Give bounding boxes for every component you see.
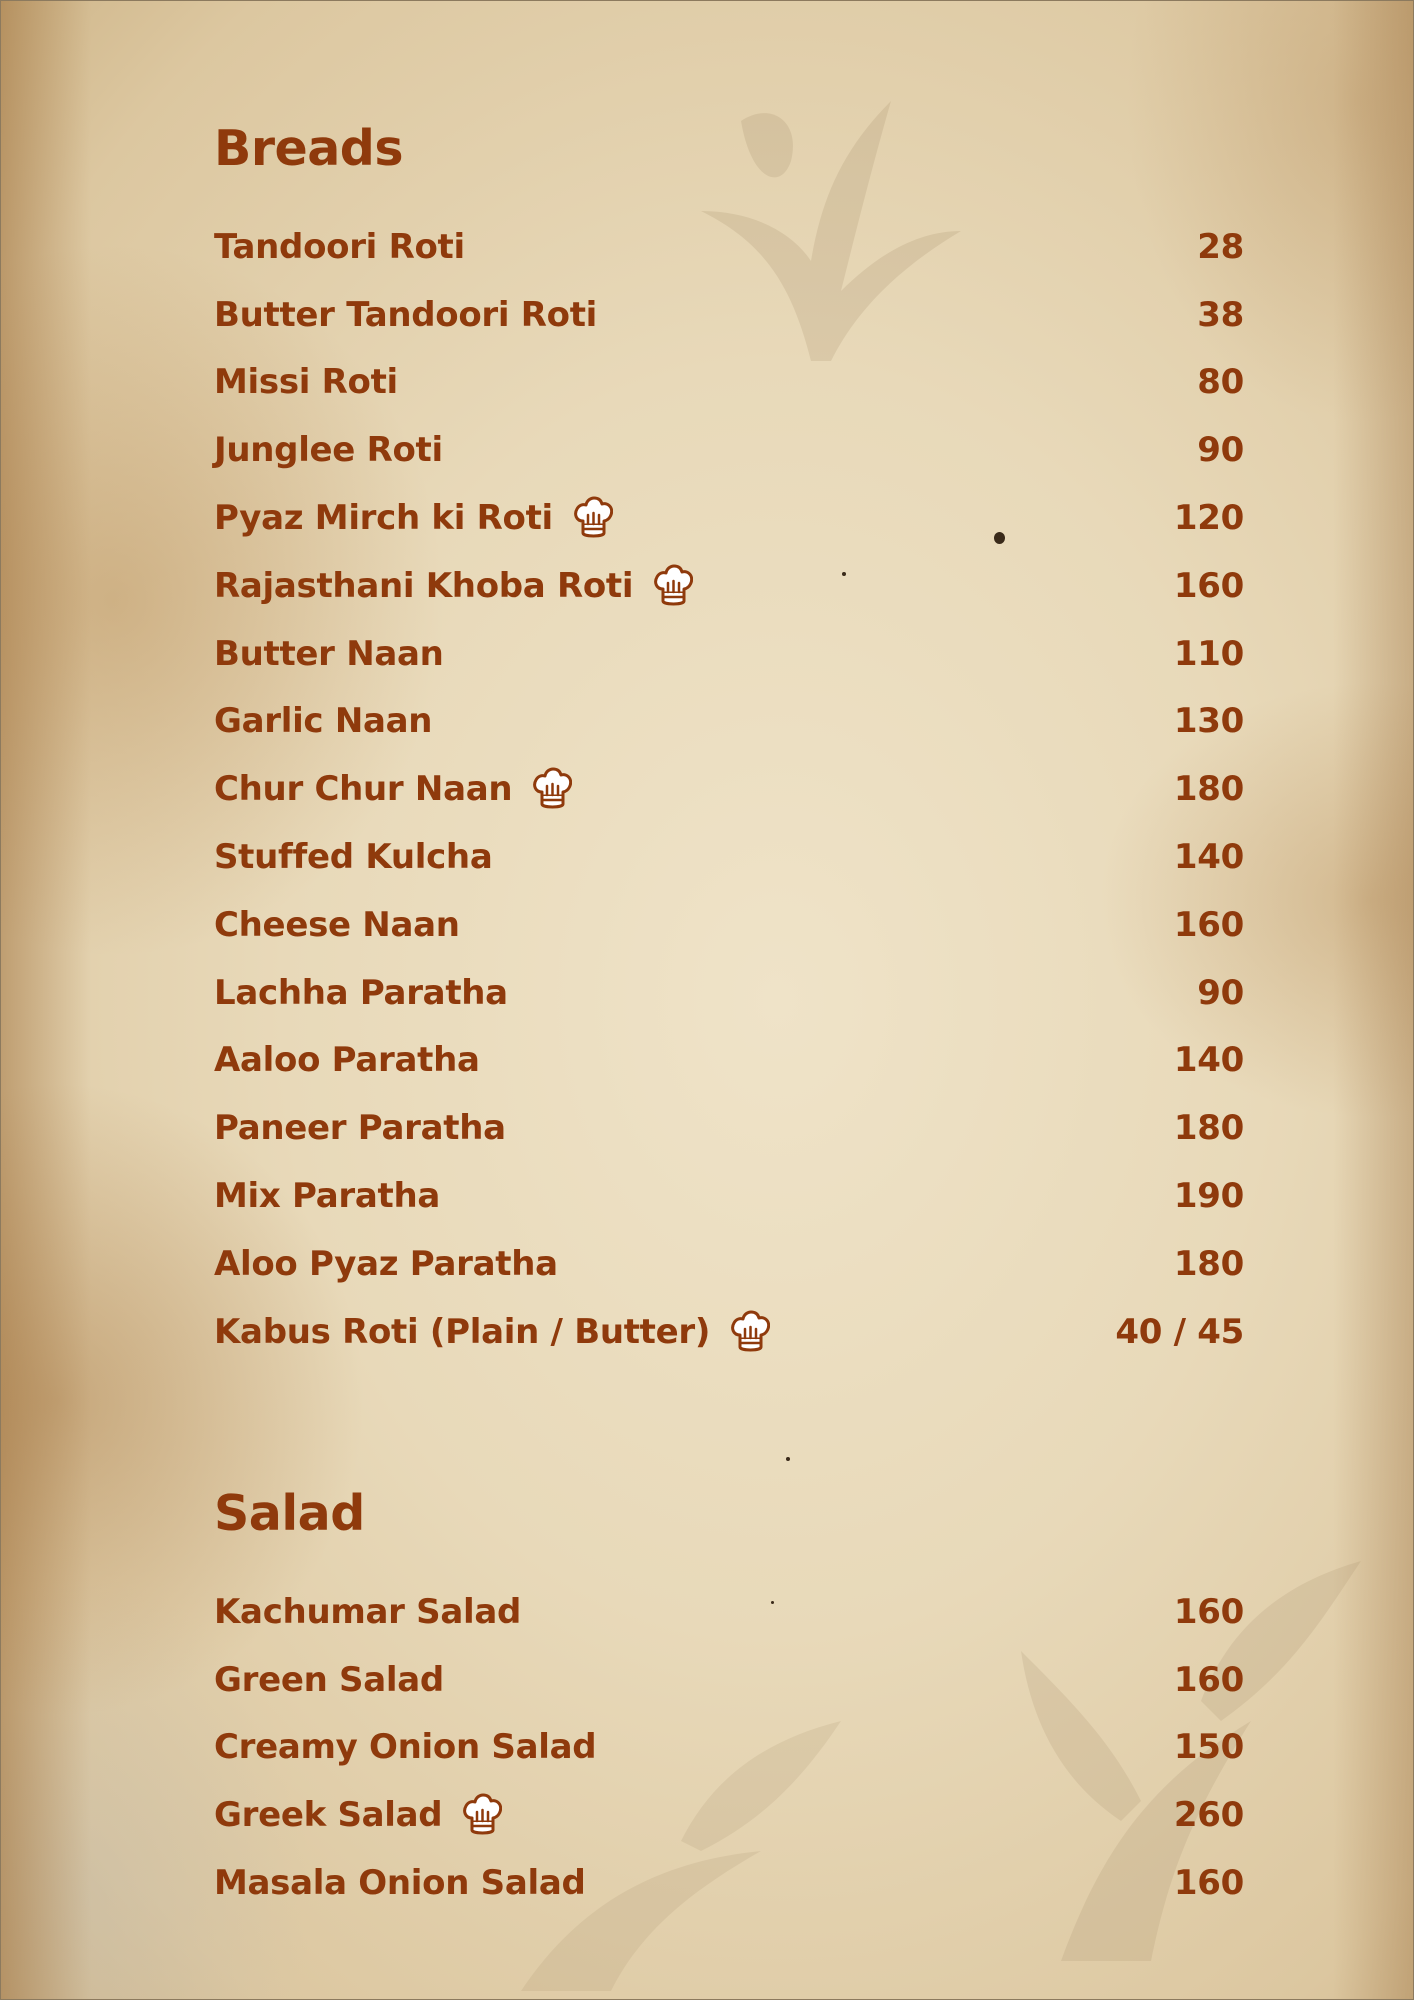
item-price: 140 (1173, 1040, 1244, 1081)
menu-item-left (214, 1592, 521, 1632)
section-breads (214, 114, 1244, 1366)
item-price: 260 (1173, 1795, 1244, 1836)
menu-item (214, 1646, 1244, 1714)
item-name: Aaloo Paratha (214, 1040, 480, 1081)
item-name: Masala Onion Salad (214, 1863, 586, 1904)
item-price: 160 (1173, 1591, 1244, 1632)
menu-item-left (214, 227, 465, 267)
menu-item-left (214, 1309, 770, 1355)
item-price: 38 (1197, 294, 1244, 335)
item-price: 120 (1173, 498, 1244, 539)
item-name: Greek Salad (214, 1795, 443, 1836)
menu-item (214, 688, 1244, 756)
item-price: 150 (1173, 1727, 1244, 1768)
item-name: Creamy Onion Salad (214, 1727, 597, 1768)
section-title: Breads (214, 120, 404, 177)
menu-item (214, 620, 1244, 688)
menu-item (214, 1714, 1244, 1782)
chef-hat-icon (532, 766, 572, 812)
item-name: Chur Chur Naan (214, 769, 513, 810)
menu-item-left (214, 1660, 444, 1700)
menu-item (214, 1162, 1244, 1230)
item-name: Aloo Pyaz Paratha (214, 1243, 558, 1284)
menu-item (214, 1298, 1244, 1366)
menu-item-left (214, 1792, 502, 1838)
item-name: Green Salad (214, 1659, 444, 1700)
menu-item (214, 1578, 1244, 1646)
menu-item (214, 484, 1244, 552)
paper-speck (786, 1457, 790, 1461)
item-name: Tandoori Roti (214, 226, 465, 267)
item-name: Kachumar Salad (214, 1591, 521, 1632)
menu-item-left (214, 701, 432, 741)
item-name: Paneer Paratha (214, 1108, 506, 1149)
menu-item-left (214, 495, 613, 541)
menu-item-left (214, 634, 444, 674)
menu-item-left (214, 1176, 440, 1216)
item-price: 40 / 45 (1115, 1311, 1244, 1352)
item-name: Garlic Naan (214, 701, 433, 742)
menu-item-left (214, 837, 492, 877)
menu-item (214, 823, 1244, 891)
paper-stain-left (1, 1, 91, 1999)
menu-item (214, 1027, 1244, 1095)
chef-hat-icon (573, 495, 613, 541)
item-price: 90 (1197, 972, 1244, 1013)
item-price: 110 (1173, 633, 1244, 674)
menu-item-left (214, 430, 443, 470)
menu-item-left (214, 766, 572, 812)
item-price: 28 (1197, 226, 1244, 267)
item-price: 160 (1173, 1659, 1244, 1700)
item-price: 190 (1173, 1176, 1244, 1217)
item-price: 130 (1173, 701, 1244, 742)
menu-item (214, 1849, 1244, 1917)
menu-item-left (214, 362, 398, 402)
menu-item (214, 552, 1244, 620)
item-price: 160 (1173, 904, 1244, 945)
item-price: 160 (1173, 565, 1244, 606)
item-price: 180 (1173, 1243, 1244, 1284)
menu-item-left (214, 1727, 596, 1767)
item-name: Missi Roti (214, 362, 398, 403)
menu-item (214, 959, 1244, 1027)
menu-item (214, 1094, 1244, 1162)
item-name: Kabus Roti (Plain / Butter) (214, 1311, 711, 1352)
item-price: 180 (1173, 769, 1244, 810)
item-price: 180 (1173, 1108, 1244, 1149)
item-name: Pyaz Mirch ki Roti (214, 498, 553, 539)
item-name: Rajasthani Khoba Roti (214, 565, 634, 606)
menu-item (214, 281, 1244, 349)
chef-hat-icon (462, 1792, 502, 1838)
menu-item-left (214, 1244, 558, 1284)
menu-item (214, 416, 1244, 484)
menu-item (214, 1230, 1244, 1298)
menu-item-left (214, 1040, 480, 1080)
menu-item (214, 1781, 1244, 1849)
section-salad (214, 1479, 1244, 1917)
item-list (214, 213, 1244, 1366)
item-name: Butter Naan (214, 633, 444, 674)
menu-item-left (214, 1863, 586, 1903)
menu-item-left (214, 905, 460, 945)
paper-stain-right (1333, 1, 1413, 1999)
menu-item (214, 891, 1244, 959)
menu-item (214, 755, 1244, 823)
menu-item (214, 349, 1244, 417)
item-name: Mix Paratha (214, 1176, 441, 1217)
menu-item (214, 213, 1244, 281)
section-title: Salad (214, 1485, 365, 1542)
menu-item-left (214, 1108, 506, 1148)
chef-hat-icon (653, 563, 693, 609)
menu-item-left (214, 295, 597, 335)
item-name: Stuffed Kulcha (214, 837, 493, 878)
item-name: Lachha Paratha (214, 972, 508, 1013)
item-price: 140 (1173, 837, 1244, 878)
item-price: 90 (1197, 430, 1244, 471)
item-list (214, 1578, 1244, 1917)
item-price: 160 (1173, 1863, 1244, 1904)
chef-hat-icon (730, 1309, 770, 1355)
menu-item-left (214, 973, 508, 1013)
item-price: 80 (1197, 362, 1244, 403)
item-name: Cheese Naan (214, 904, 460, 945)
item-name: Junglee Roti (214, 430, 443, 471)
item-name: Butter Tandoori Roti (214, 294, 598, 335)
menu-item-left (214, 563, 693, 609)
